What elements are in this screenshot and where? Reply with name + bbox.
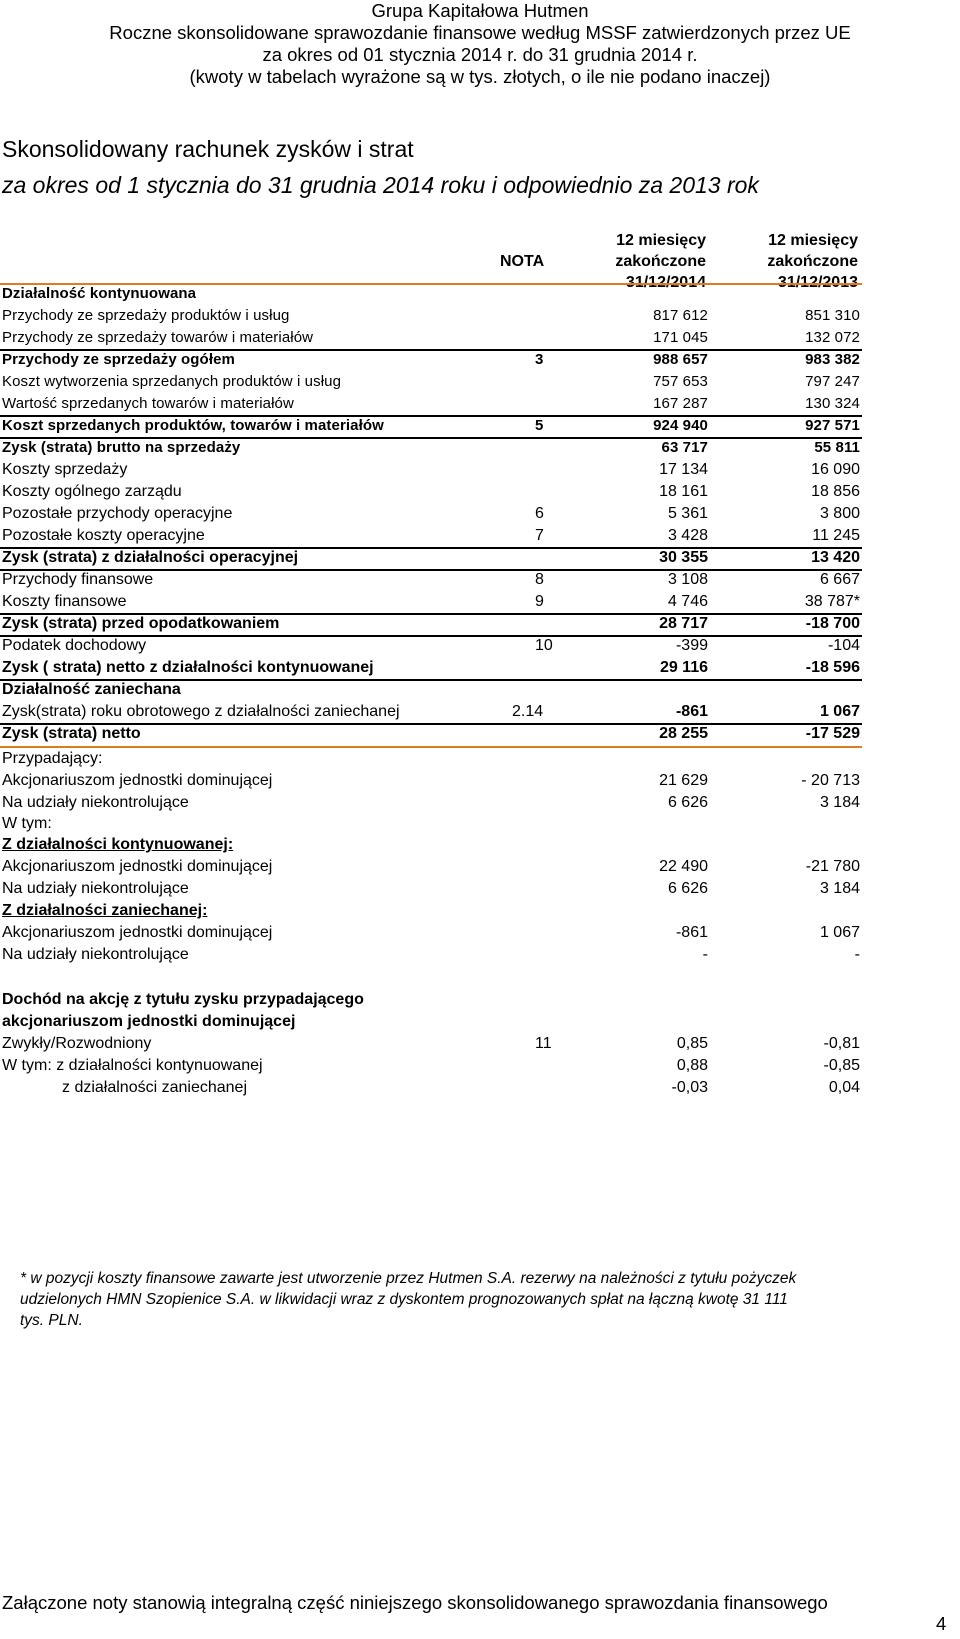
value-2014: 29 116	[659, 659, 708, 676]
row-note: 5	[535, 417, 544, 434]
header-units-note: (kwoty w tabelach wyrażone są w tys. złotych, o ile nie podano inaczej)	[189, 66, 771, 87]
value-2014: 63 717	[661, 439, 708, 456]
row-label: Akcjonariuszom jednostki dominującej	[2, 772, 273, 789]
value-2014: 924 940	[653, 417, 708, 434]
row-note: 11	[535, 1035, 552, 1052]
value-2014: 4 746	[667, 593, 708, 610]
row-label: Na udziały niekontrolujące	[2, 946, 189, 963]
value-2013: 3 800	[819, 505, 860, 522]
value-2014: 6 626	[667, 880, 708, 897]
row-label: Zysk (strata) przed opodatkowaniem	[2, 615, 280, 632]
table-row	[0, 1055, 862, 1077]
value-2013: 132 072	[805, 329, 860, 346]
statement-subtitle: za okres od 1 stycznia do 31 grudnia 2014 roku i odpowiednio za 2013 rok	[2, 172, 759, 198]
value-2013: 55 811	[814, 439, 860, 456]
row-label: Akcjonariuszom jednostki dominującej	[2, 924, 273, 941]
row-label: Przychody ze sprzedaży towarów i materiałów	[2, 329, 314, 346]
value-2013: 3 184	[819, 880, 860, 897]
value-2014: -0,03	[671, 1079, 708, 1096]
value-2013: -18 700	[805, 615, 860, 632]
value-2013: 3 184	[819, 794, 860, 811]
table-row	[0, 944, 862, 966]
table-row	[0, 792, 862, 814]
table-row	[0, 770, 862, 792]
table-row	[0, 305, 862, 327]
value-2014: 757 653	[653, 373, 708, 390]
row-label: Na udziały niekontrolujące	[2, 880, 189, 897]
row-note: 2.14	[512, 703, 544, 720]
row-label: Przychody ze sprzedaży produktów i usług	[2, 307, 290, 324]
value-2014: 17 134	[659, 461, 708, 478]
table-row	[0, 503, 862, 525]
row-label: Pozostałe przychody operacyjne	[2, 505, 233, 522]
table-row	[0, 813, 862, 835]
value-2014: 817 612	[653, 307, 708, 324]
row-label: Zysk (strata) z działalności operacyjnej	[2, 549, 299, 566]
row-label: Działalność kontynuowana	[2, 285, 197, 302]
section-discontinued: Z działalności zaniechanej:	[2, 902, 208, 919]
value-2014: 171 045	[653, 329, 708, 346]
value-2013: 797 247	[805, 373, 860, 390]
table-row	[0, 327, 862, 351]
table-row	[0, 679, 862, 701]
table-row	[0, 591, 862, 615]
table-row	[0, 525, 862, 549]
row-label: Podatek dochodowy	[2, 637, 147, 654]
document-header	[0, 0, 960, 88]
row-note: 3	[535, 351, 544, 368]
value-2013: 130 324	[805, 395, 860, 412]
footnote	[20, 1268, 960, 1331]
table-row	[0, 900, 862, 922]
col-2014-line3: 31/12/2014	[625, 274, 706, 291]
value-2013: 927 571	[805, 417, 860, 434]
value-2013: -0,81	[823, 1035, 860, 1052]
value-2013: 1 067	[819, 924, 860, 941]
value-2013: 16 090	[811, 461, 860, 478]
value-2014: 167 287	[653, 395, 708, 412]
row-label: Zysk (strata) netto	[2, 725, 141, 742]
table-row	[0, 415, 862, 439]
table-row	[0, 748, 862, 770]
table-row	[0, 657, 862, 681]
page-number: 4	[936, 1613, 947, 1634]
row-label: Działalność zaniechana	[2, 681, 181, 698]
row-note: 6	[535, 505, 544, 522]
header-period: za okres od 01 stycznia 2014 r. do 31 grudnia 2014 r.	[262, 44, 698, 65]
col-2013-line1: 12 miesięcy	[768, 232, 858, 249]
value-2013: 1 067	[819, 703, 860, 720]
value-2013: -	[854, 946, 860, 963]
row-label: Zwykły/Rozwodniony	[2, 1035, 152, 1052]
row-label: Koszt sprzedanych produktów, towarów i materiałów	[2, 417, 384, 434]
row-label: Przychody finansowe	[2, 571, 154, 588]
value-2013: -17 529	[805, 725, 860, 742]
value-2014: -	[702, 946, 708, 963]
value-2013: 11 245	[812, 527, 860, 544]
col-nota-label: NOTA	[500, 253, 545, 270]
value-2014: -861	[675, 924, 708, 941]
row-note: 8	[535, 571, 544, 588]
row-note: 10	[535, 637, 553, 654]
table-row	[0, 393, 862, 417]
table-row	[0, 283, 862, 305]
table-row	[0, 371, 862, 393]
table-row	[0, 547, 862, 571]
row-label: Zysk (strata) brutto na sprzedaży	[2, 439, 241, 456]
row-note: 9	[535, 593, 544, 610]
value-2013: 851 310	[805, 307, 860, 324]
table-row	[0, 723, 862, 745]
value-2013: -21 780	[805, 858, 860, 875]
value-2013: 38 787*	[804, 593, 860, 610]
value-2013: 13 420	[811, 549, 860, 566]
header-company: Grupa Kapitałowa Hutmen	[371, 0, 589, 21]
value-2014: -861	[675, 703, 708, 720]
bottom-note: Załączone noty stanowią integralną część niniejszego skonsolidowanego sprawozdania finansowego	[2, 1592, 828, 1613]
value-2014: 988 657	[653, 351, 708, 368]
col-2013-line2: zakończone	[767, 253, 858, 270]
row-label: W tym: z działalności kontynuowanej	[2, 1057, 263, 1074]
footnote-line: udzielonych HMN Szopienice S.A. w likwidacji wraz z dyskontem prognozowanych spłat na łączną kwotę 31 111	[20, 1291, 788, 1308]
row-label: Przychody ze sprzedaży ogółem	[2, 351, 235, 368]
section-continuing: Z działalności kontynuowanej:	[2, 836, 234, 853]
value-2013: - 20 713	[801, 772, 860, 789]
row-label: Na udziały niekontrolujące	[2, 794, 189, 811]
col-nota-header	[500, 251, 544, 272]
value-2014: 30 355	[659, 549, 708, 566]
table-row	[0, 569, 862, 591]
table-row	[0, 989, 862, 1011]
row-note: 7	[535, 527, 544, 544]
value-2014: 0,88	[676, 1057, 708, 1074]
table-row	[0, 701, 862, 725]
value-2014: 18 161	[659, 483, 708, 500]
footnote-line: tys. PLN.	[20, 1312, 83, 1329]
value-2013: -18 596	[805, 659, 860, 676]
row-label: W tym:	[2, 815, 52, 832]
value-2014: 28 255	[659, 725, 708, 742]
eps-heading-line1: Dochód na akcję z tytułu zysku przypadającego	[2, 991, 364, 1008]
value-2013: -104	[827, 637, 860, 654]
eps-heading-line2: akcjonariuszom jednostki dominującej	[2, 1013, 296, 1030]
value-2014: 3 428	[667, 527, 708, 544]
statement-title: Skonsolidowany rachunek zysków i strat	[2, 136, 414, 162]
row-label: Pozostałe koszty operacyjne	[2, 527, 205, 544]
row-label: Zysk(strata) roku obrotowego z działalności zaniechanej	[2, 703, 400, 720]
table-row	[0, 878, 862, 900]
value-2014: 28 717	[659, 615, 708, 632]
row-label: Koszt wytworzenia sprzedanych produktów i usług	[2, 373, 342, 390]
row-label: z działalności zaniechanej	[62, 1079, 247, 1096]
value-2013: 6 667	[819, 571, 860, 588]
footnote-line: * w pozycji koszty finansowe zawarte jest utworzenie przez Hutmen S.A. rezerwy na należności z tytułu pożyczek	[20, 1270, 797, 1287]
col-2013-line3: 31/12/2013	[777, 274, 858, 291]
row-label: Koszty finansowe	[2, 593, 127, 610]
table-row	[0, 437, 862, 459]
row-label: Wartość sprzedanych towarów i materiałów	[2, 395, 294, 412]
table-row	[0, 856, 862, 878]
col-2014-line2: zakończone	[615, 253, 706, 270]
row-label: Koszty ogólnego zarządu	[2, 483, 182, 500]
value-2014: 22 490	[659, 858, 708, 875]
value-2013: 18 856	[811, 483, 860, 500]
table-row	[0, 1011, 862, 1033]
table-row	[0, 635, 862, 657]
row-label: Koszty sprzedaży	[2, 461, 128, 478]
value-2014: 21 629	[659, 772, 708, 789]
table-row	[0, 613, 862, 637]
row-label: Zysk ( strata) netto z działalności kontynuowanej	[2, 659, 374, 676]
table-row	[0, 922, 862, 944]
value-2013: -0,85	[823, 1057, 860, 1074]
value-2014: 0,85	[676, 1035, 708, 1052]
table-row	[0, 1077, 862, 1099]
value-2013: 0,04	[828, 1079, 860, 1096]
value-2014: -399	[675, 637, 708, 654]
table-row	[0, 1033, 862, 1055]
value-2014: 5 361	[667, 505, 708, 522]
value-2013: 983 382	[805, 351, 860, 368]
value-2014: 6 626	[667, 794, 708, 811]
table-row	[0, 834, 862, 856]
col-2014-line1: 12 miesięcy	[616, 232, 706, 249]
table-row	[0, 481, 862, 503]
header-report-title: Roczne skonsolidowane sprawozdanie finansowe według MSSF zatwierdzonych przez UE	[109, 22, 851, 43]
row-label: Akcjonariuszom jednostki dominującej	[2, 858, 273, 875]
table-row	[0, 349, 862, 371]
row-label: Przypadający:	[2, 750, 103, 767]
value-2014: 3 108	[667, 571, 708, 588]
table-row	[0, 459, 862, 481]
